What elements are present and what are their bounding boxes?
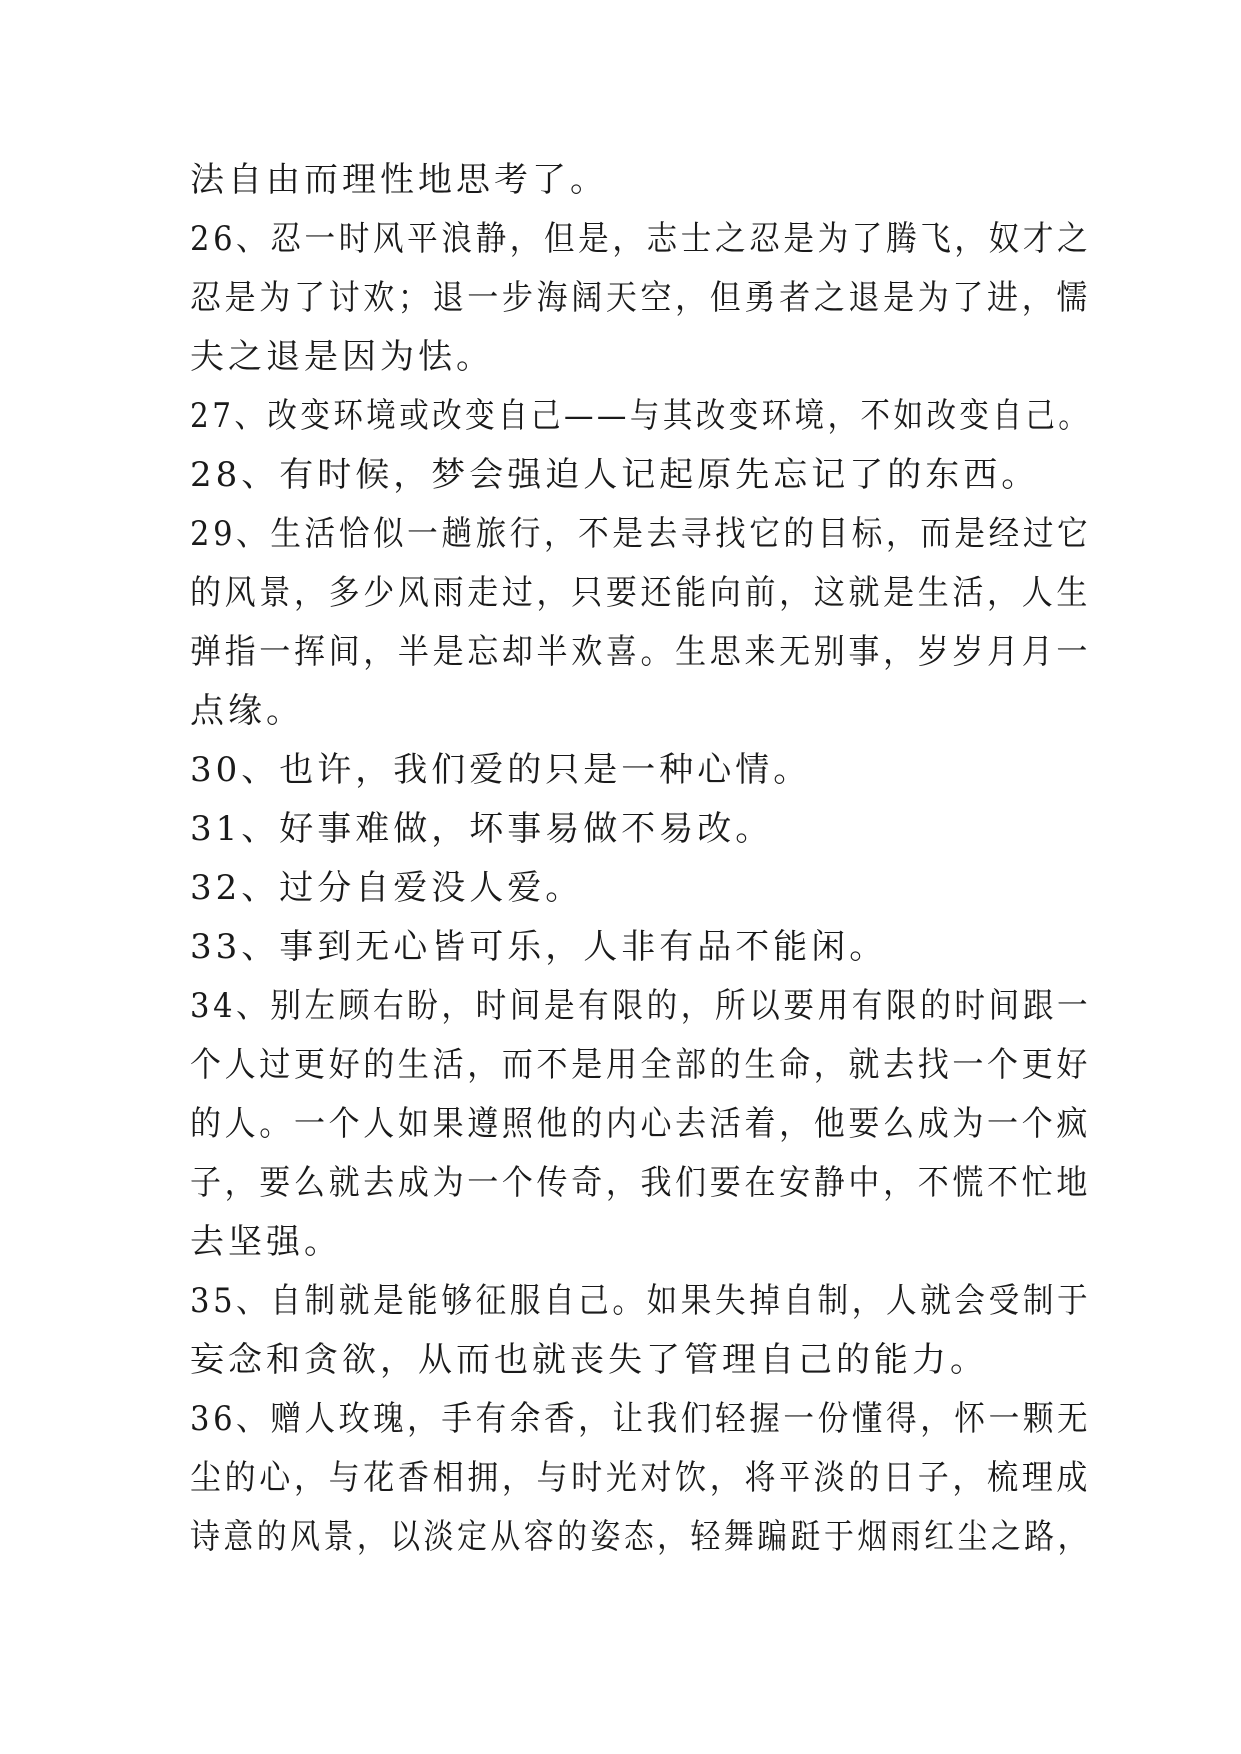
text-line: 去坚强。	[190, 1222, 342, 1262]
text-line: 弹指一挥间，半是忘却半欢喜。生思来无别事，岁岁月月一	[190, 632, 1091, 672]
text-line: 法自由而理性地思考了。	[190, 160, 608, 200]
text-line: 32、过分自爱没人爱。	[190, 868, 584, 908]
text-line: 的风景，多少风雨走过，只要还能向前，这就是生活，人生	[190, 573, 1091, 613]
text-line: 35、自制就是能够征服自己。如果失掉自制，人就会受制于	[190, 1281, 1092, 1321]
text-line: 33、事到无心皆可乐，人非有品不能闲。	[190, 927, 888, 967]
text-line: 忍是为了讨欢；退一步海阔天空，但勇者之退是为了进，懦	[190, 278, 1091, 318]
text-line: 31、好事难做，坏事易做不易改。	[190, 809, 774, 849]
text-line: 尘的心，与花香相拥，与时光对饮，将平淡的日子，梳理成	[190, 1458, 1091, 1498]
text-line: 个人过更好的生活，而不是用全部的生命，就去找一个更好	[190, 1045, 1091, 1085]
text-line: 34、别左顾右盼，时间是有限的，所以要用有限的时间跟一	[190, 986, 1092, 1026]
text-line: 26、忍一时风平浪静，但是，志士之忍是为了腾飞，奴才之	[190, 219, 1092, 259]
text-line: 36、赠人玫瑰，手有余香，让我们轻握一份懂得，怀一颗无	[190, 1399, 1092, 1439]
text-line: 30、也许，我们爱的只是一种心情。	[190, 750, 812, 790]
text-line: 点缘。	[190, 691, 304, 731]
text-line: 28、有时候，梦会强迫人记起原先忘记了的东西。	[190, 455, 1040, 495]
text-line: 妄念和贪欲，从而也就丧失了管理自己的能力。	[190, 1340, 988, 1380]
text-line: 的人。一个人如果遵照他的内心去活着，他要么成为一个疯	[190, 1104, 1091, 1144]
text-line: 子，要么就去成为一个传奇，我们要在安静中，不慌不忙地	[190, 1163, 1091, 1203]
text-line: 夫之退是因为怯。	[190, 337, 494, 377]
text-line: 诗意的风景，以淡定从容的姿态，轻舞蹁跹于烟雨红尘之路，	[190, 1517, 1091, 1557]
text-line: 27、改变环境或改变自己——与其改变环境，不如改变自己。	[190, 396, 1092, 436]
text-line: 29、生活恰似一趟旅行，不是去寻找它的目标，而是经过它	[190, 514, 1092, 554]
